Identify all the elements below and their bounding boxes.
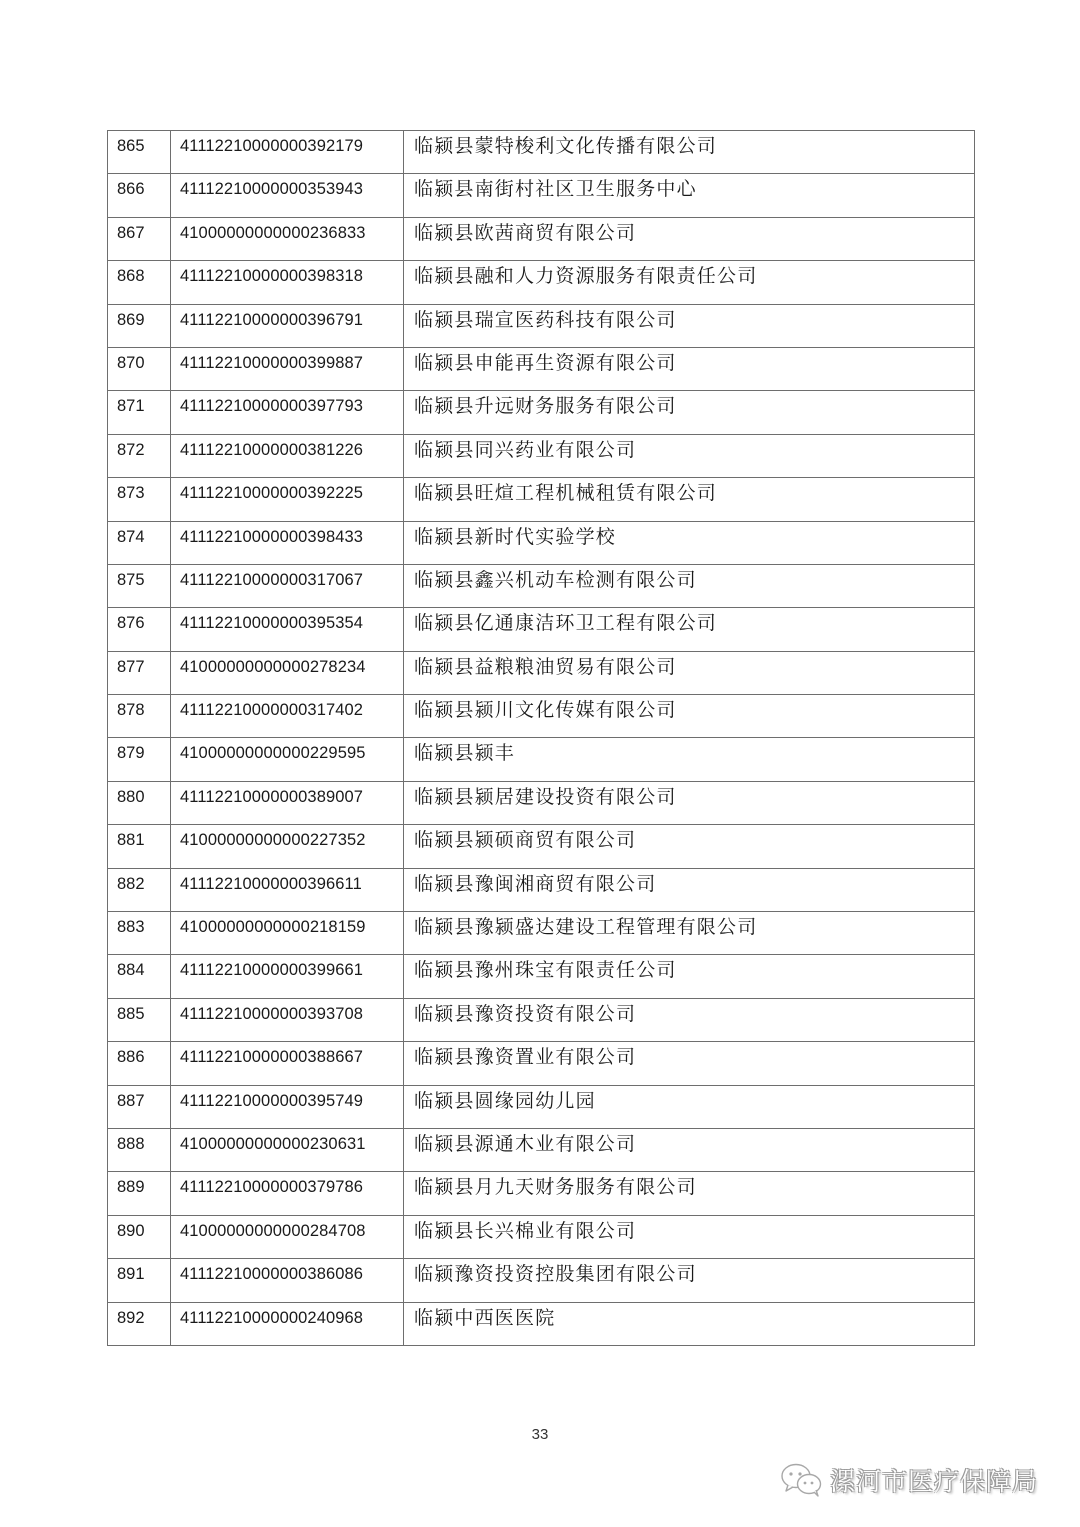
row-number-cell: 892 [108, 1302, 171, 1345]
unit-name-cell: 临颍县瑞宣医药科技有限公司 [404, 304, 975, 347]
unit-code-cell: 41112210000000353943 [171, 174, 404, 217]
table-row [108, 608, 975, 651]
table-row [108, 478, 975, 521]
unit-name-cell: 临颍中西医医院 [404, 1302, 975, 1345]
table-row [108, 434, 975, 477]
unit-code-cell: 41112210000000317067 [171, 564, 404, 607]
unit-code-cell: 41000000000000284708 [171, 1215, 404, 1258]
unit-name-cell: 临颍县颍硕商贸有限公司 [404, 825, 975, 868]
unit-code-cell: 41112210000000396791 [171, 304, 404, 347]
unit-name-cell: 临颍县益粮粮油贸易有限公司 [404, 651, 975, 694]
unit-name-cell: 临颍县颍丰 [404, 738, 975, 781]
unit-name-cell: 临颍县豫资投资有限公司 [404, 998, 975, 1041]
table-row [108, 1215, 975, 1258]
unit-name-cell: 临颍县颍川文化传媒有限公司 [404, 695, 975, 738]
row-number-cell: 867 [108, 217, 171, 260]
unit-name-cell: 临颍县源通木业有限公司 [404, 1128, 975, 1171]
unit-name-cell: 临颍县豫闽湘商贸有限公司 [404, 868, 975, 911]
table-row [108, 347, 975, 390]
unit-code-cell: 41112210000000388667 [171, 1042, 404, 1085]
row-number-cell: 881 [108, 825, 171, 868]
unit-code-cell: 41000000000000218159 [171, 912, 404, 955]
table-row [108, 217, 975, 260]
unit-code-cell: 41112210000000393708 [171, 998, 404, 1041]
row-number-cell: 877 [108, 651, 171, 694]
row-number-cell: 866 [108, 174, 171, 217]
unit-code-cell: 41112210000000392179 [171, 131, 404, 174]
unit-code-cell: 41112210000000392225 [171, 478, 404, 521]
unit-name-cell: 临颍县新时代实验学校 [404, 521, 975, 564]
table-row [108, 651, 975, 694]
table-row [108, 738, 975, 781]
unit-name-cell: 临颍县融和人力资源服务有限责任公司 [404, 261, 975, 304]
unit-code-cell: 41112210000000397793 [171, 391, 404, 434]
row-number-cell: 891 [108, 1259, 171, 1302]
row-number-cell: 884 [108, 955, 171, 998]
table-row [108, 304, 975, 347]
watermark-text: 漯河市医疗保障局 [830, 1467, 1039, 1496]
unit-code-cell: 41112210000000398433 [171, 521, 404, 564]
table-row [108, 174, 975, 217]
table-row [108, 1042, 975, 1085]
page-number: 33 [531, 1426, 549, 1443]
unit-code-cell: 41112210000000317402 [171, 695, 404, 738]
unit-name-cell: 临颍县豫颍盛达建设工程管理有限公司 [404, 912, 975, 955]
table-row [108, 391, 975, 434]
row-number-cell: 875 [108, 564, 171, 607]
row-number-cell: 869 [108, 304, 171, 347]
table-row [108, 1259, 975, 1302]
unit-name-cell: 临颍县长兴棉业有限公司 [404, 1215, 975, 1258]
row-number-cell: 887 [108, 1085, 171, 1128]
unit-name-cell: 临颍县圆缘园幼儿园 [404, 1085, 975, 1128]
unit-code-cell: 41000000000000230631 [171, 1128, 404, 1171]
unit-code-cell: 41000000000000278234 [171, 651, 404, 694]
table-body [108, 131, 975, 1346]
row-number-cell: 865 [108, 131, 171, 174]
unit-code-cell: 41112210000000399887 [171, 347, 404, 390]
unit-name-cell: 临颍县申能再生资源有限公司 [404, 347, 975, 390]
unit-code-cell: 41000000000000236833 [171, 217, 404, 260]
row-number-cell: 885 [108, 998, 171, 1041]
unit-code-cell: 41112210000000240968 [171, 1302, 404, 1345]
table-row [108, 695, 975, 738]
unit-name-cell: 临颍县同兴药业有限公司 [404, 434, 975, 477]
unit-code-cell: 41000000000000229595 [171, 738, 404, 781]
unit-code-cell: 41112210000000395749 [171, 1085, 404, 1128]
unit-name-cell: 临颍县旺煊工程机械租赁有限公司 [404, 478, 975, 521]
unit-code-cell: 41112210000000386086 [171, 1259, 404, 1302]
unit-name-cell: 临颍县鑫兴机动车检测有限公司 [404, 564, 975, 607]
table-row [108, 261, 975, 304]
publisher-watermark [780, 1460, 1038, 1500]
row-number-cell: 868 [108, 261, 171, 304]
unit-name-cell: 临颍县月九天财务服务有限公司 [404, 1172, 975, 1215]
unit-name-cell: 临颍县蒙特梭利文化传播有限公司 [404, 131, 975, 174]
wechat-icon [780, 1462, 824, 1498]
table-row [108, 1085, 975, 1128]
unit-name-cell: 临颍豫资投资控股集团有限公司 [404, 1259, 975, 1302]
unit-name-cell: 临颍县豫州珠宝有限责任公司 [404, 955, 975, 998]
row-number-cell: 878 [108, 695, 171, 738]
unit-code-cell: 41112210000000395354 [171, 608, 404, 651]
unit-code-cell: 41112210000000396611 [171, 868, 404, 911]
unit-code-cell: 41112210000000389007 [171, 781, 404, 824]
unit-name-cell: 临颍县颍居建设投资有限公司 [404, 781, 975, 824]
row-number-cell: 886 [108, 1042, 171, 1085]
row-number-cell: 872 [108, 434, 171, 477]
row-number-cell: 871 [108, 391, 171, 434]
table-row [108, 1172, 975, 1215]
unit-code-cell: 41000000000000227352 [171, 825, 404, 868]
unit-name-cell: 临颍县南街村社区卫生服务中心 [404, 174, 975, 217]
table-row [108, 825, 975, 868]
unit-name-cell: 临颍县豫资置业有限公司 [404, 1042, 975, 1085]
row-number-cell: 873 [108, 478, 171, 521]
table-row [108, 868, 975, 911]
unit-code-cell: 41112210000000379786 [171, 1172, 404, 1215]
table-row [108, 955, 975, 998]
row-number-cell: 888 [108, 1128, 171, 1171]
row-number-cell: 889 [108, 1172, 171, 1215]
unit-list-table [107, 130, 975, 1346]
table-row [108, 998, 975, 1041]
row-number-cell: 882 [108, 868, 171, 911]
table-row [108, 1302, 975, 1345]
row-number-cell: 883 [108, 912, 171, 955]
row-number-cell: 874 [108, 521, 171, 564]
table-row [108, 912, 975, 955]
table-row [108, 521, 975, 564]
row-number-cell: 880 [108, 781, 171, 824]
row-number-cell: 890 [108, 1215, 171, 1258]
row-number-cell: 876 [108, 608, 171, 651]
table-row [108, 564, 975, 607]
table-row [108, 1128, 975, 1171]
table-row [108, 131, 975, 174]
table-row [108, 781, 975, 824]
unit-code-cell: 41112210000000398318 [171, 261, 404, 304]
unit-code-cell: 41112210000000399661 [171, 955, 404, 998]
row-number-cell: 870 [108, 347, 171, 390]
unit-name-cell: 临颍县升远财务服务有限公司 [404, 391, 975, 434]
row-number-cell: 879 [108, 738, 171, 781]
unit-code-cell: 41112210000000381226 [171, 434, 404, 477]
unit-name-cell: 临颍县亿通康洁环卫工程有限公司 [404, 608, 975, 651]
unit-name-cell: 临颍县欧茜商贸有限公司 [404, 217, 975, 260]
